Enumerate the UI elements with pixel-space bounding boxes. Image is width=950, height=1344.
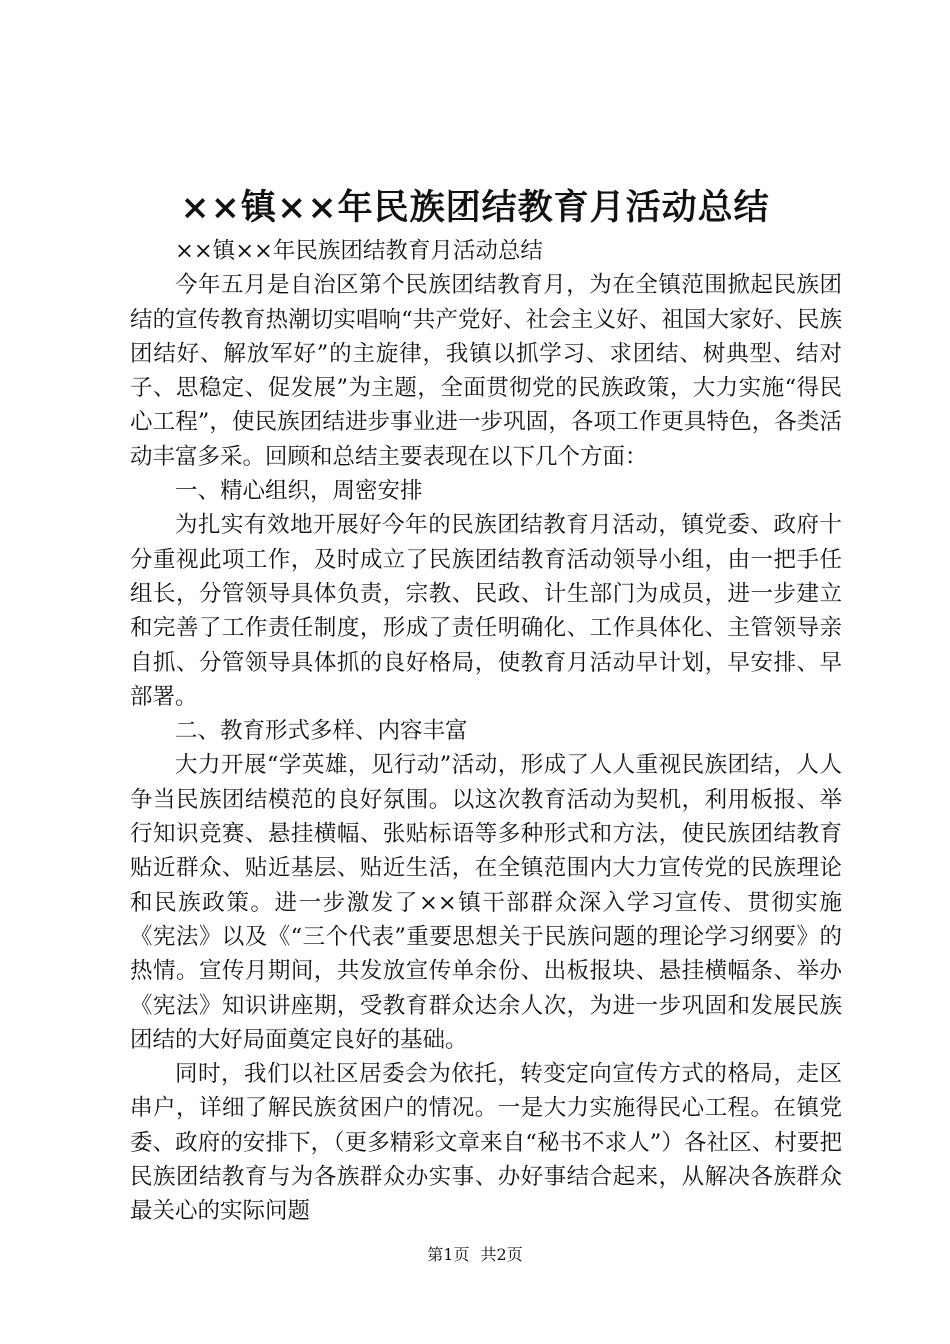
page-number-current: 第1页 [427,1245,470,1264]
page-footer [0,1244,950,1266]
document-body [130,234,842,1229]
document-title: ××镇××年民族团结教育月活动总结 [180,187,770,228]
body-paragraph-community: 同时，我们以社区居委会为依托，转变定向宣传方式的格局，走区串户，详细了解民族贫困户的情况。一是大力实施得民心工程。在镇党委、政府的安排下，（更多精彩文章来自“秘书不求人”）各社区、村要把民族团结教育与为各族群众办实事、办好事结合起来，从解决各族群众最关心的实际问题 [130,1061,842,1225]
body-paragraph-intro: 今年五月是自治区第个民族团结教育月，为在全镇范围掀起民族团结的宣传教育热潮切实唱响“共产党好、社会主义好、祖国大家好、民族团结好、解放军好”的主旋律，我镇以抓学习、求团结、树典型、结对子、思稳定、促发展”为主题，全面贯彻党的民族政策，大力实施“得民心工程”，使民族团结进步事业进一步巩固，各项工作更具特色，各类活动丰富多采。回顾和总结主要表现在以下几个方面： [130,272,842,470]
section-heading-1: 一、精心组织，周密安排 [175,478,423,505]
page-number-total: 共2页 [480,1245,523,1264]
body-paragraph-activities: 大力开展“学英雄，见行动”活动，形成了人人重视民族团结，人人争当民族团结模范的良好氛围。以这次教育活动为契机，利用板报、举行知识竞赛、悬挂横幅、张贴标语等多种形式和方法，使民族团结教育贴近群众、贴近基层、贴近生活，在全镇范围内大力宣传党的民族理论和民族政策。进一步激发了××镇干部群众深入学习宣传、贯彻实施《宪法》以及《“三个代表”重要思想关于民族问题的理论学习纲要》的热情。宣传月期间，共发放宣传单余份、出板报块、悬挂横幅条、举办《宪法》知识讲座期，受教育群众达余人次，为进一步巩固和发展民族团结的大好局面奠定良好的基础。 [130,752,842,1053]
body-paragraph-organization: 为扎实有效地开展好今年的民族团结教育月活动，镇党委、政府十分重视此项工作，及时成立了民族团结教育活动领导小组，由一把手任组长，分管领导具体负责，宗教、民政、计生部门为成员，进一步建立和完善了工作责任制度，形成了责任明确化、工作具体化、主管领导亲自抓、分管领导具体抓的良好格局，使教育月活动早计划，早安排、早部署。 [130,512,842,710]
body-paragraph-subtitle: ××镇××年民族团结教育月活动总结 [175,238,543,264]
section-heading-2: 二、教育形式多样、内容丰富 [175,718,468,745]
